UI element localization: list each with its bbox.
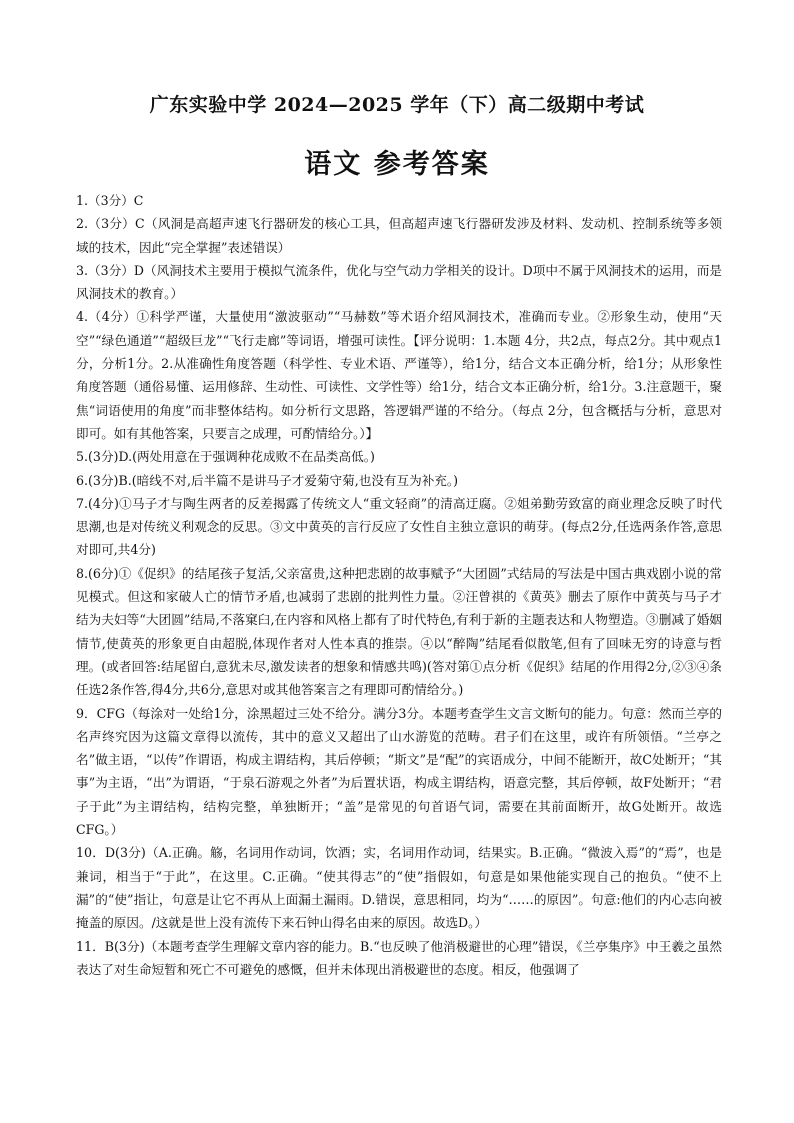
answer-item-11: 11．B(3分)（本题考查学生理解文章内容的能力。B.“也反映了他消极避世的心理”错误，《兰亭集序》中王羲之虽然表达了对生命短暂和死亡不可避免的感慨，但并未体现出消极避世的态度。相反，他强调了 [76, 938, 722, 977]
answer-list [76, 189, 722, 981]
answer-item-3: 3.（3分）D（风洞技术主要用于模拟气流条件，优化与空气动力学相关的设计。D项中不属于风洞技术的运用，而是风洞技术的教育。） [76, 262, 722, 302]
answer-item-5: 5.(3分)D.(两处用意在于强调种花成败不在品类高低。) [76, 449, 375, 465]
answer-item-10: 10．D(3分)（A.正确。觞，名词用作动词，饮酒；实，名词用作动词，结果实。B.正确。“微波入焉”的“焉”，也是兼词，相当于“于此”，在这里。C.正确。“使其得志”的“使”指假如，句意是如果他能实现自己的抱负。“使不上漏”的“使”指让，句意是让它不再从上面漏土漏雨。D.错误，意思相同，均为“……的原因”。句意:他们的内心志向被掩盖的原因。/这就是世上没有流传下来石钟山得名由来的原因。故选D。） [76, 845, 722, 931]
answer-item-7: 7.(4分)①马子才与陶生两者的反差揭露了传统文人“重文轻商”的清高迂腐。②姐弟勤劳致富的商业理念反映了时代思潮,也是对传统义利观念的反思。③文中黄英的言行反应了女性自主独立意识的萌芽。(每点2分,任选两条作答,意思对即可,共4分) [76, 495, 722, 558]
answer-item-1: 1.（3分）C [76, 193, 144, 208]
exam-title: 广东实验中学 2024—2025 学年（下）高二级期中考试 [149, 94, 645, 116]
answer-item-6: 6.(3分)B.(暗线不对,后半篇不是讲马子才爱菊守菊,也没有互为补充。) [76, 472, 459, 488]
answer-item-2: 2.（3分）C（风洞是高超声速飞行器研发的核心工具，但高超声速飞行器研发涉及材料、发动机、控制系统等多领域的技术，因此“完全掌握”表述错误） [76, 216, 722, 255]
answer-key-heading: 语文 参考答案 [304, 149, 490, 180]
answer-item-9: 9．CFG（每涂对一处给1分，涂黑超过三处不给分。满分3分。本题考查学生文言文断句的能力。句意：然而兰亭的名声终究因为这篇文章得以流传，其中的意义又超出了山水游览的范畴。君子们在这里，或许有所领悟。“兰亭之名”做主语，“以传”作谓语，构成主谓结构，其后停顿；“斯文”是“配”的宾语成分，中间不能断开，故C处断开；“其事”为主语，“出”为谓语，“于泉石游观之外者”为后置状语，构成主谓结构，语意完整，其后停顿，故F处断开；“君子于此”为主谓结构，结构完整，单独断开；“盖”是常见的句首语气词，需要在其前面断开，故G处断开。故选CFG。） [76, 705, 722, 838]
answer-item-4: 4.（4分）①科学严谨，大量使用“激波驱动”“马赫数”等术语介绍风洞技术，准确而专业。②形象生动，使用“天空”“绿色通道”“超级巨龙”“飞行走廊”等词语，增强可读性。【评分说明：1.本题 4分，共2点，每点2分。其中观点1分，分析1分。2.从准确性角度答题（科学性、专业术语、严谨等），给1分，结合文本正确分析，给1分；从形象性角度答题（通俗易懂、运用修辞、生动性、可读性、文学性等）给1分，结合文本正确分析，给1分。3.注意题干，聚焦“词语使用的角度”而非整体结构。如分析行文思路，答逻辑严谨的不给分。（每点 2分，包含概括与分析，意思对即可。如有其他答案，只要言之成理，可酌情给分。）】 [76, 309, 722, 441]
answer-item-8: 8.(6分)①《促织》的结尾孩子复活,父亲富贵,这种把悲剧的故事赋予“大团圆”式结局的写法是中国古典戏剧小说的常见模式。但这和家破人亡的情节矛盾,也减弱了悲剧的批判性力量。②汪曾祺的《黄英》删去了原作中黄英与马子才结为夫妇等“大团圆”结局,不落窠臼,在内容和风格上都有了时代特色,有利于新的主题表达和人物塑造。③删减了婚姻情节,使黄英的形象更自由超脱,体现作者对人性本真的推崇。④以“醉陶”结尾看似散笔,但有了回味无穷的诗意与哲理。(或者回答:结尾留白,意犹未尽,激发读者的想象和情感共鸣)(答对第①点分析《促织》结尾的作用得2分,②③④条任选2条作答,得4分,共6分,意思对或其他答案言之有理即可酌情给分。) [76, 565, 722, 698]
